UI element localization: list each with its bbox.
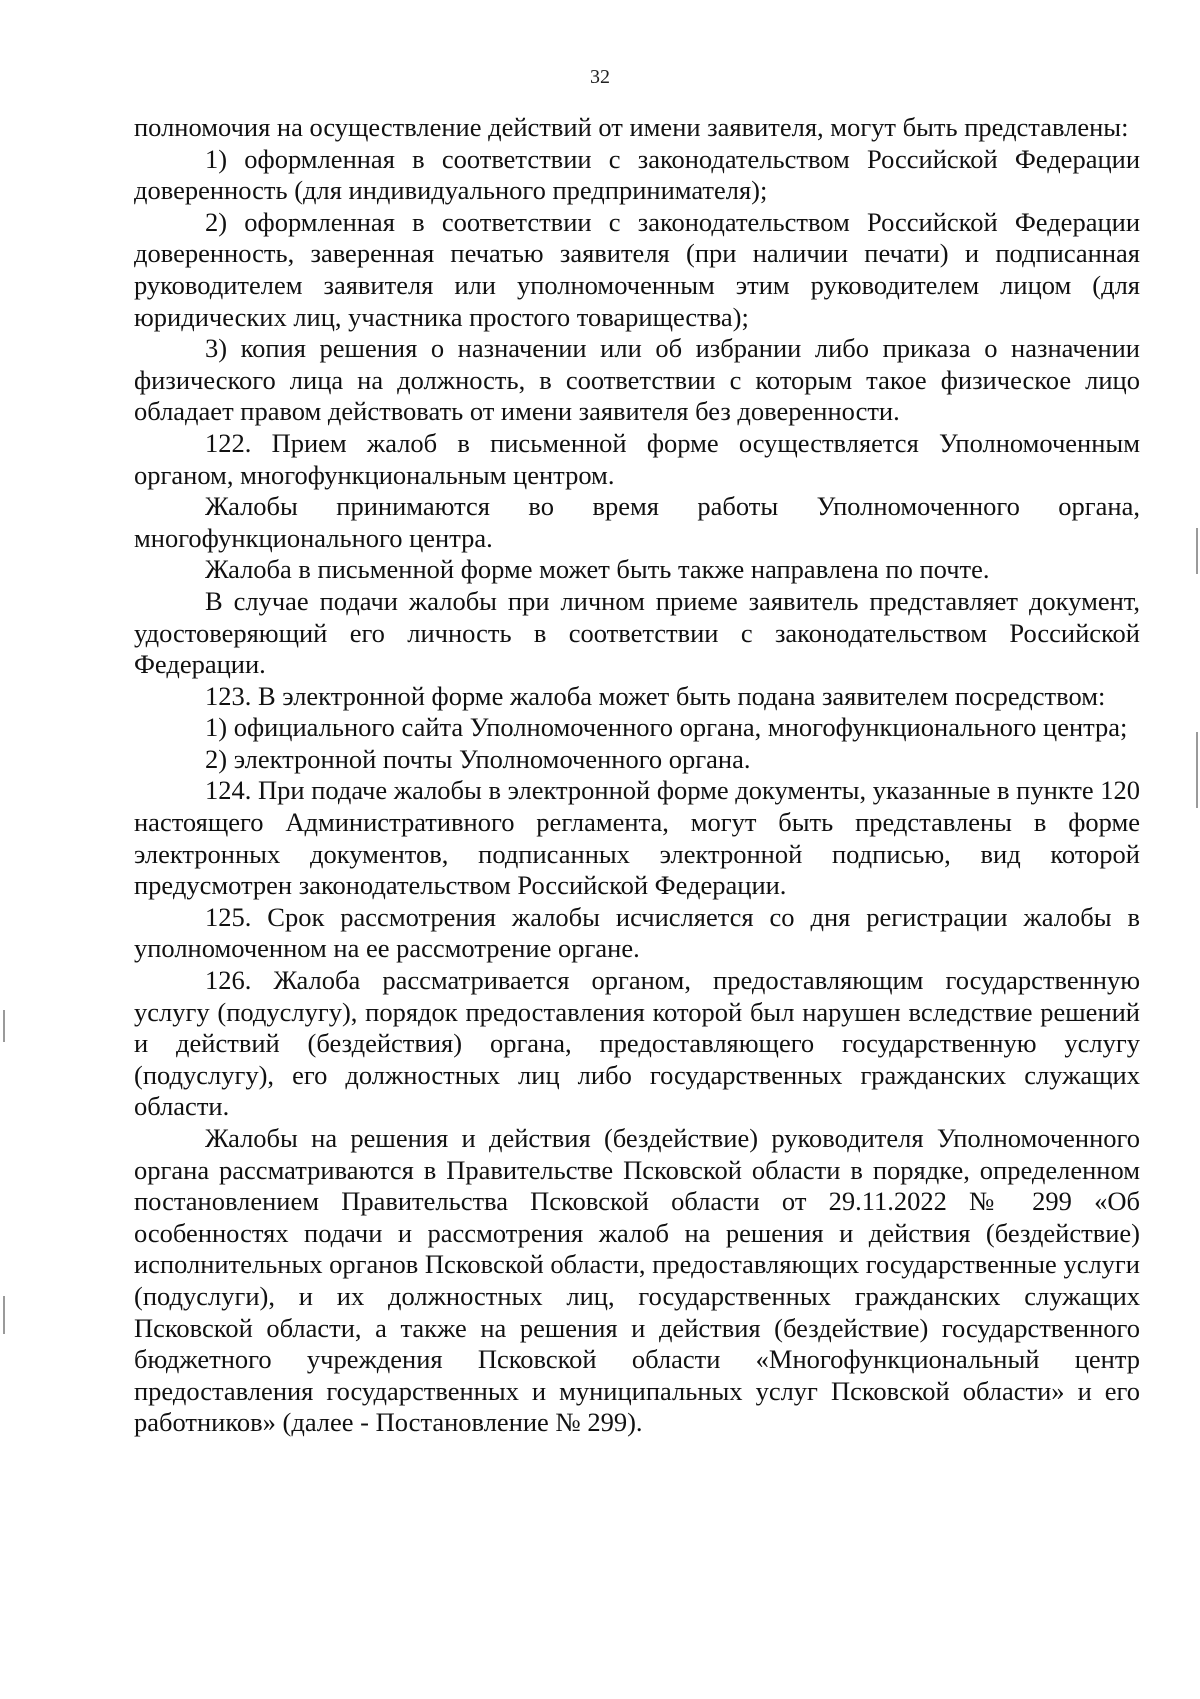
clause-125: 125. Срок рассмотрения жалобы исчисляется со дня регистрации жалобы в уполномоченном на ее рассмотрение органе. [134,901,1140,964]
list-item-official-site: 1) официального сайта Уполномоченного органа, многофункционального центра; [205,712,1128,743]
paragraph-complaints-about-head: Жалобы на решения и действия (бездействие) руководителя Уполномоченного органа рассматриваются в Правительстве Псковской области в порядке, определенном постановлением Правительства Псковской области от 29.11.2022 № 299 «Об особенностях подачи и рассмотрения жалоб на решения и действия (бездействие) исполнительных органов Псковской области, предоставляющих государственные услуги (подуслуги), и их должностных лиц, государственных гражданских служащих Псковской области, а также на решения и действия (бездействие) государственного бюджетного учреждения Псковской области «Многофункциональный центр предоставления государственных и муниципальных услуг Псковской области» и его работников» (далее - Постановление № 299). [134,1123,1140,1438]
scan-edge-mark [3,1010,5,1042]
page-number: 32 [590,66,610,88]
list-item-power-of-attorney-entrepreneur: 1) оформленная в соответствии с законодательством Российской Федерации доверенность (для индивидуального предпринимателя); [134,143,1140,206]
scan-edge-mark [1196,732,1198,808]
paragraph-by-post: Жалоба в письменной форме может быть также направлена по почте. [205,554,990,585]
clause-124: 124. При подаче жалобы в электронной форме документы, указанные в пункте 120 настоящего Административного регламента, могут быть представлены в форме электронных документов, подписанных электронной подписью, вид которой предусмотрен законодательством Российской Федерации. [134,775,1140,901]
clause-126: 126. Жалоба рассматривается органом, предоставляющим государственную услугу (подуслугу), порядок предоставления которой был нарушен вследствие решений и действий (бездействия) органа, предоставляющего государственную услугу (подуслугу), его должностных лиц либо государственных гражданских служащих области. [134,965,1140,1122]
paragraph-continuation: полномочия на осуществление действий от имени заявителя, могут быть представлены: [134,112,1129,142]
scan-edge-mark [1196,528,1198,574]
clause-123: 123. В электронной форме жалоба может быть подана заявителем посредством: [205,680,1106,711]
paragraph-personal-reception: В случае подачи жалобы при личном приеме заявитель представляет документ, удостоверяющий его личность в соответствии с законодательством Российской Федерации. [134,585,1140,680]
list-item-appointment-order: 3) копия решения о назначении или об избрании либо приказа о назначении физического лица на должность, в соответствии с которым такое физическое лицо обладает правом действовать от имени заявителя без доверенности. [134,333,1140,427]
scan-edge-mark [3,1296,5,1334]
document-body [134,112,1140,1439]
clause-122: 122. Прием жалоб в письменной форме осуществляется Уполномоченным органом, многофункциональным центром. [134,427,1140,490]
list-item-email: 2) электронной почты Уполномоченного органа. [205,743,751,774]
paragraph-working-hours: Жалобы принимаются во время работы Уполномоченного органа, многофункционального центра. [134,491,1140,553]
list-item-power-of-attorney-legal-entity: 2) оформленная в соответствии с законодательством Российской Федерации доверенность, заверенная печатью заявителя (при наличии печати) и подписанная руководителем заявителя или уполномоченным этим руководителем лицом (для юридических лиц, участника простого товарищества); [134,206,1140,332]
